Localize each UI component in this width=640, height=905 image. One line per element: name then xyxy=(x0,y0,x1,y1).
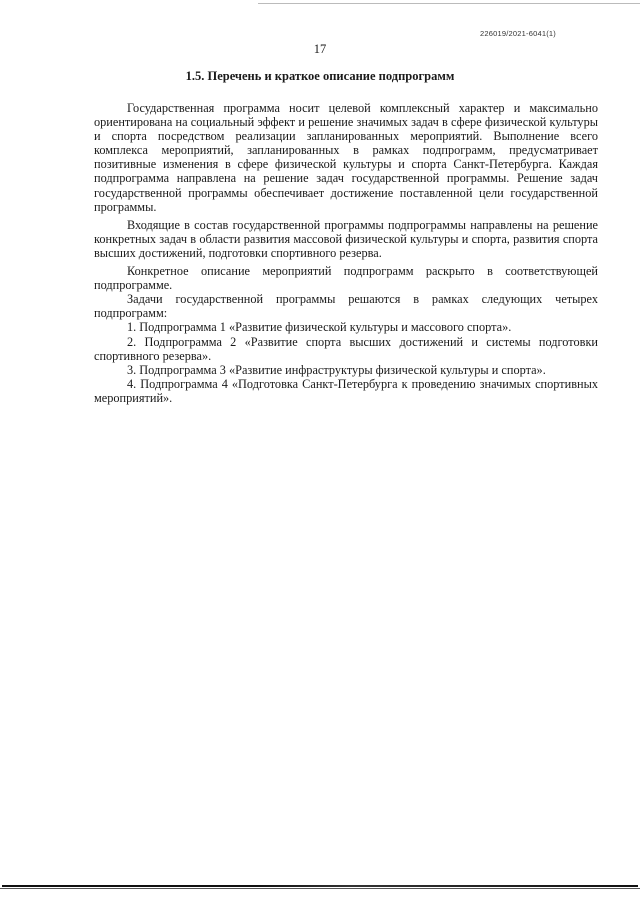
scan-bottom-edge xyxy=(2,885,638,887)
scan-edge-line xyxy=(258,3,640,4)
paragraph-intro: Государственная программа носит целевой комплексный характер и максимально ориентирована на социальный эффект и решение значимых задач в сфере физической культуры и спорта посредством реализации запланированных мероприятий. Выполнение всего комплекса мероприятий, запланированных в рамках подпрограмм, предусматривает позитивные изменения в сфере физической культуры и спорта Санкт-Петербурга. Каждая подпрограмма направлена на решение задач государственной программы. Решение задач государственной программы обеспечивает достижение поставленной цели государственной программы. xyxy=(94,101,598,214)
list-item-subprogram-2: 2. Подпрограмма 2 «Развитие спорта высших достижений и системы подготовки спортивного резерва». xyxy=(94,334,598,363)
paragraph-description: Конкретное описание мероприятий подпрограмм раскрыто в соответствующей подпрограмме. xyxy=(94,264,598,293)
list-item-subprogram-1: 1. Подпрограмма 1 «Развитие физической культуры и массового спорта». xyxy=(127,320,512,335)
paragraph-subprograms-purpose: Входящие в состав государственной программы подпрограммы направлены на решение конкретных задач в области развития массовой физической культуры и спорта, развития спорта высших достижений, подготовки спортивного резерва. xyxy=(94,217,598,260)
page-number: 17 xyxy=(313,42,327,56)
document-body xyxy=(94,101,598,405)
list-item-subprogram-3: 3. Подпрограмма 3 «Развитие инфраструктуры физической культуры и спорта». xyxy=(127,362,546,377)
list-item-subprogram-4: 4. Подпрограмма 4 «Подготовка Санкт-Петербурга к проведению значимых спортивных мероприятий». xyxy=(94,376,598,405)
paragraph-tasks: Задачи государственной программы решаются в рамках следующих четырех подпрограмм: xyxy=(94,292,598,321)
scan-bottom-edge-shadow xyxy=(0,888,640,889)
section-title: 1.5. Перечень и краткое описание подпрограмм xyxy=(185,69,455,83)
document-id: 226019/2021-6041(1) xyxy=(480,29,556,38)
